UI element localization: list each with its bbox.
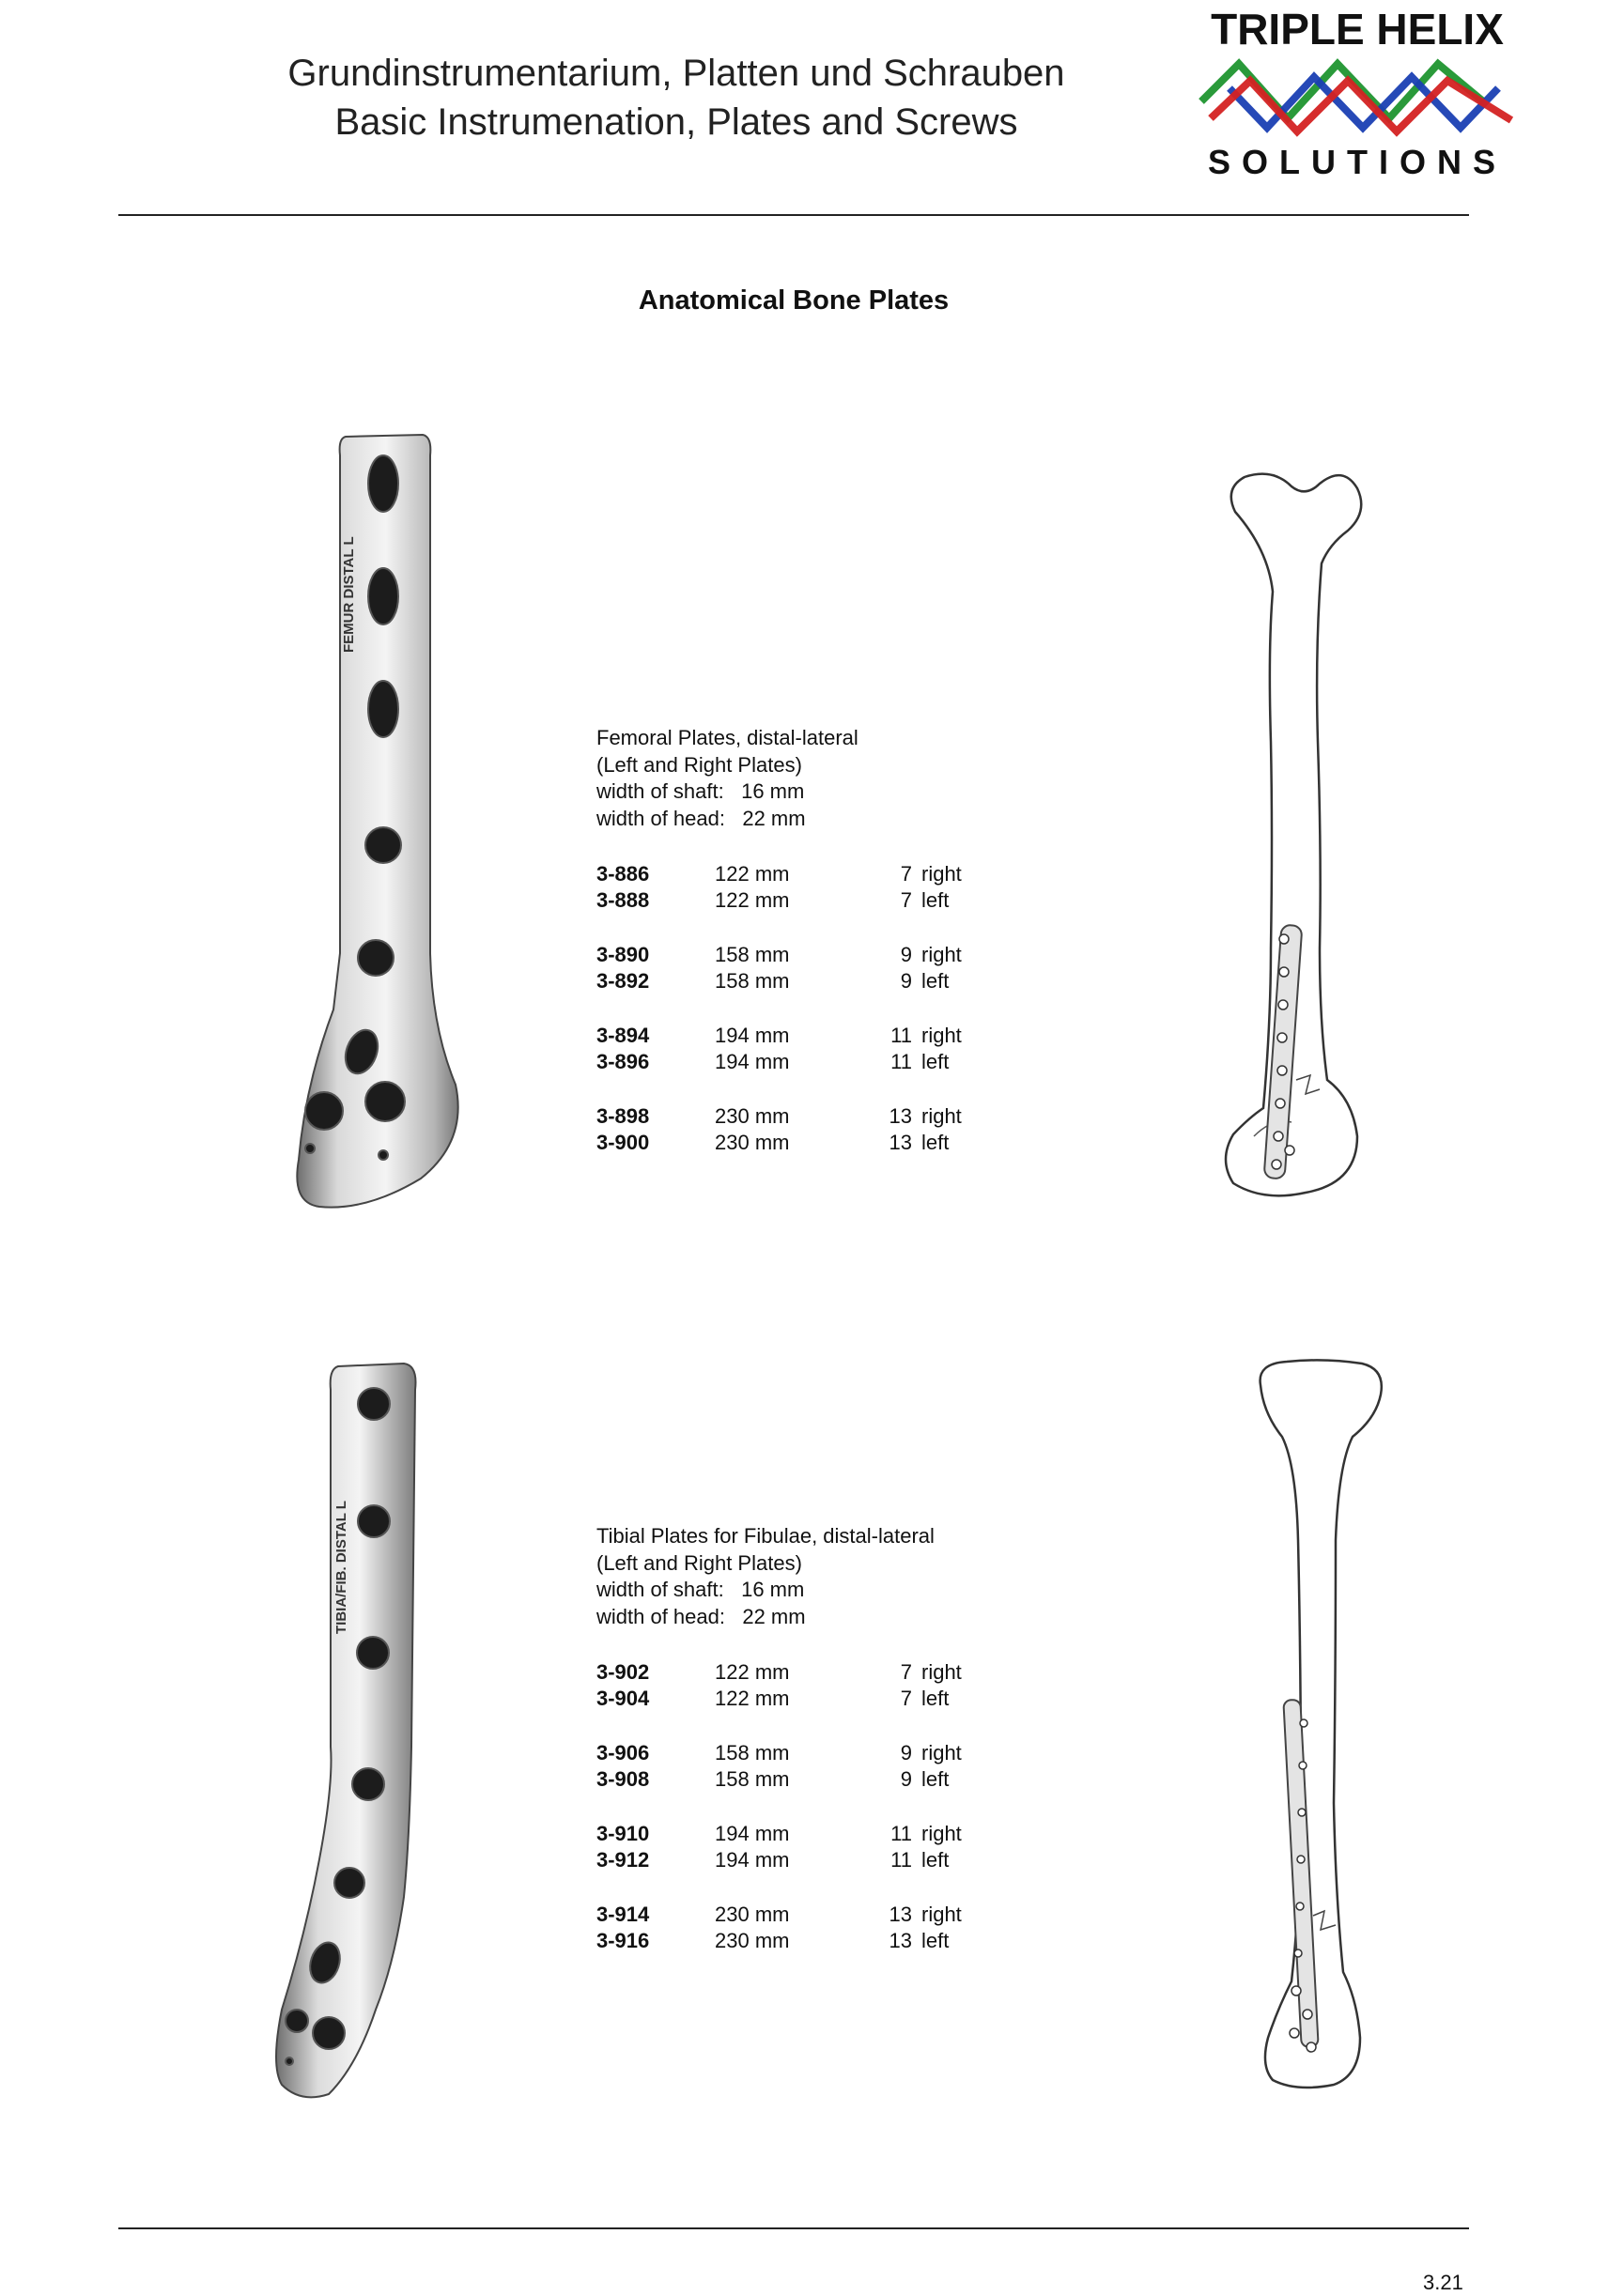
femur-bone-illustration	[1216, 460, 1385, 1211]
shaft-width-value: 16 mm	[741, 1578, 805, 1601]
head-width-label: width of head:	[596, 806, 725, 830]
femoral-plate-spec	[596, 725, 858, 832]
header-title-english: Basic Instrumenation, Plates and Screws	[334, 101, 1018, 143]
tibial-plate-label: TIBIA/FIB. DISTAL L	[333, 1501, 349, 1634]
product-name: Tibial Plates for Fibulae, distal-lateral	[596, 1524, 935, 1548]
brand-logo	[1179, 0, 1536, 193]
product-name: Femoral Plates, distal-lateral	[596, 726, 858, 749]
tibial-plate-image	[263, 1352, 470, 2103]
head-width-value: 22 mm	[742, 806, 806, 830]
header-divider	[118, 214, 1469, 216]
section-title: Anatomical Bone Plates	[638, 285, 950, 316]
shaft-width-value: 16 mm	[741, 779, 805, 803]
head-width-value: 22 mm	[742, 1604, 806, 1628]
header-title-german: Grundinstrumentarium, Platten und Schrauben	[287, 53, 1065, 94]
tibial-plate-spec	[596, 1523, 935, 1630]
page-number: 3.21	[1423, 2271, 1463, 2294]
shaft-width-label: width of shaft:	[596, 779, 724, 803]
tibia-bone-illustration	[1249, 1352, 1390, 2094]
femoral-plate-label: FEMUR DISTAL L	[341, 536, 357, 653]
product-subtitle: (Left and Right Plates)	[596, 752, 802, 777]
footer-divider	[118, 2227, 1469, 2229]
product-subtitle: (Left and Right Plates)	[596, 1550, 802, 1575]
head-width-label: width of head:	[596, 1604, 725, 1628]
femoral-plate-image	[263, 427, 488, 1216]
helix-wave-icon	[1201, 53, 1511, 139]
shaft-width-label: width of shaft:	[596, 1578, 724, 1601]
logo-bottom-text: SOLUTIONS	[1207, 143, 1507, 181]
logo-top-text: TRIPLE HELIX	[1211, 5, 1504, 54]
